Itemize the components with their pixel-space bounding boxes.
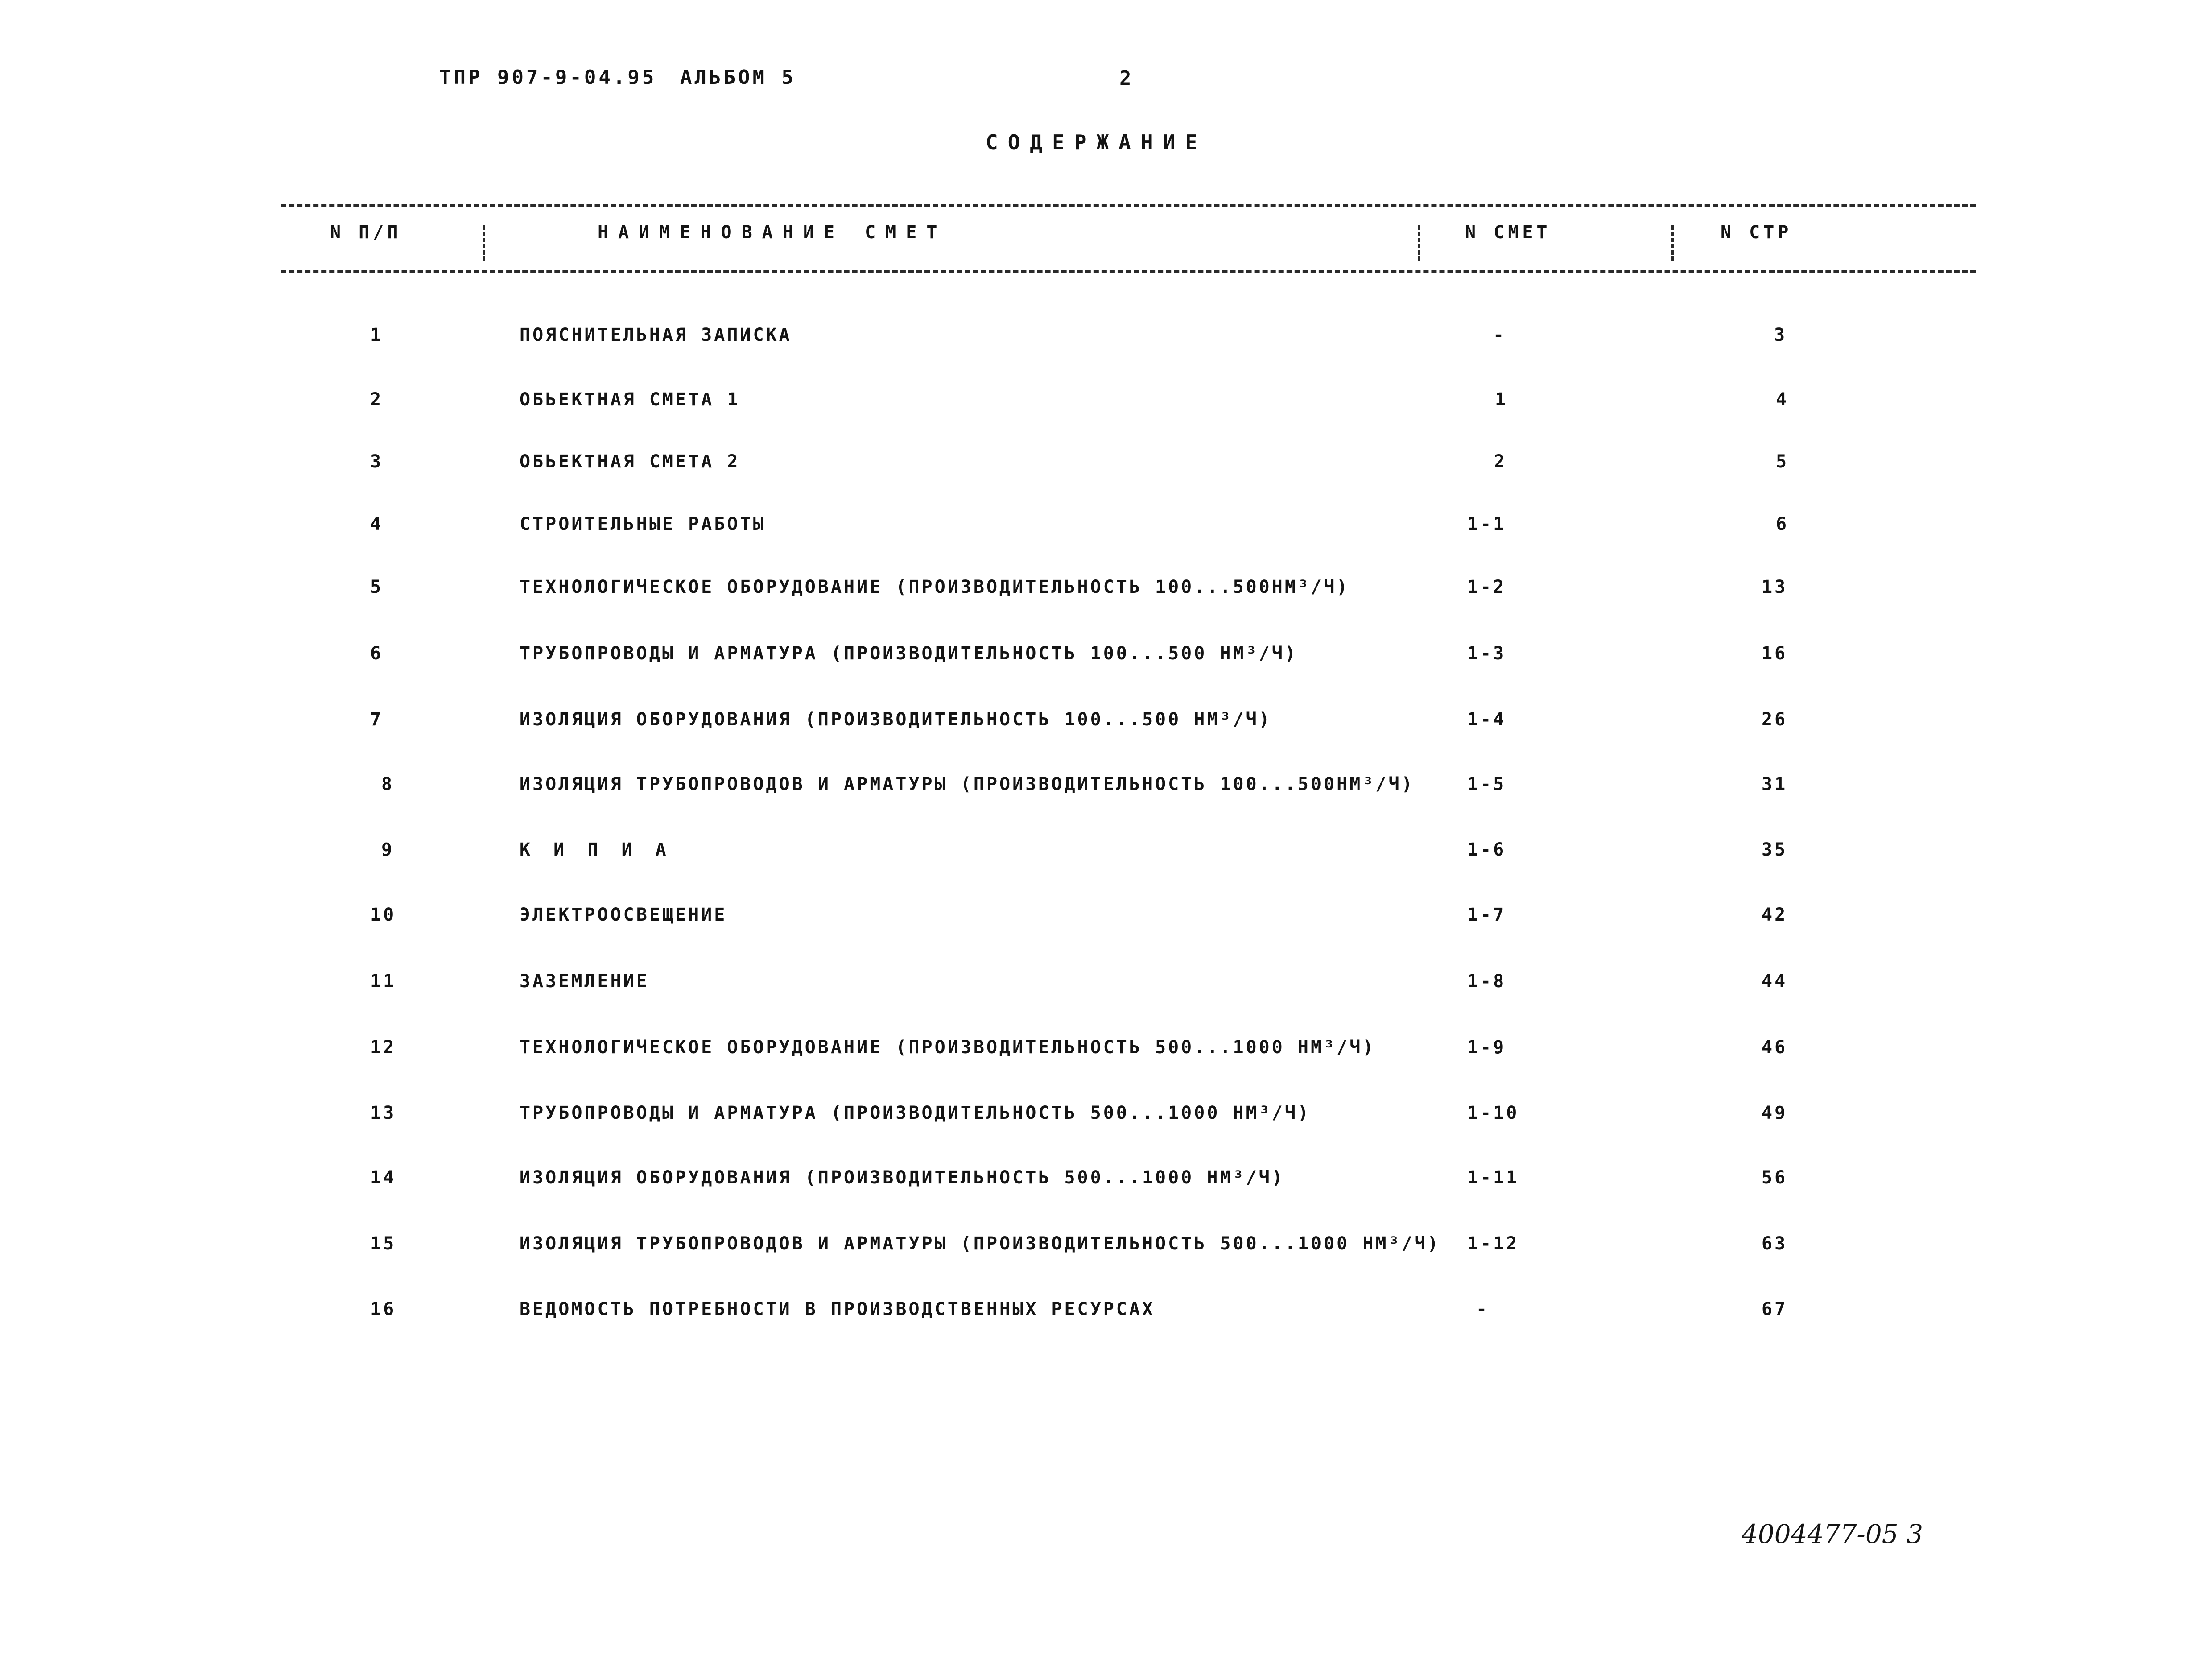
table-row: [0, 514, 2212, 541]
table-header-rule: [281, 270, 1976, 273]
row-page: 5: [1776, 451, 1789, 472]
row-name: ТЕХНОЛОГИЧЕСКОЕ ОБОРУДОВАНИЕ (ПРОИЗВОДИТЕЛЬНОСТЬ 500...1000 НМ³/Ч): [520, 1037, 1376, 1058]
row-name: ТЕХНОЛОГИЧЕСКОЕ ОБОРУДОВАНИЕ (ПРОИЗВОДИТЕЛЬНОСТЬ 100...500НМ³/Ч): [520, 577, 1350, 597]
row-page: 63: [1762, 1233, 1788, 1254]
row-page: 67: [1762, 1299, 1788, 1320]
table-row: [0, 643, 2212, 670]
row-estimate-code: 1-12: [1467, 1233, 1519, 1254]
row-estimate-code: 1-3: [1467, 643, 1506, 664]
row-estimate-code: 1-4: [1467, 709, 1506, 730]
row-name: ОБЬЕКТНАЯ СМЕТА 1: [520, 389, 740, 410]
table-row: [0, 971, 2212, 998]
row-page: 4: [1776, 389, 1789, 410]
row-number: 10: [370, 905, 396, 925]
table-row: [0, 840, 2212, 866]
table-row: [0, 325, 2212, 352]
row-estimate-code: 1-5: [1467, 774, 1506, 794]
row-number: 14: [370, 1167, 396, 1188]
document-code: ТПР 907-9-04.95: [439, 66, 657, 89]
table-row: [0, 451, 2212, 478]
row-name: К И П И А: [520, 840, 673, 860]
table-row: [0, 1037, 2212, 1064]
table-row: [0, 577, 2212, 604]
table-row: [0, 389, 2212, 416]
row-page: 26: [1762, 709, 1788, 730]
row-name: СТРОИТЕЛЬНЫЕ РАБОТЫ: [520, 514, 766, 534]
row-name: ОБЬЕКТНАЯ СМЕТА 2: [520, 451, 740, 472]
row-estimate-code: 2: [1494, 451, 1507, 472]
row-page: 46: [1762, 1037, 1788, 1058]
row-name: ТРУБОПРОВОДЫ И АРМАТУРА (ПРОИЗВОДИТЕЛЬНОСТЬ 500...1000 НМ³/Ч): [520, 1103, 1311, 1123]
table-row: [0, 1103, 2212, 1129]
row-estimate-code: 1-9: [1467, 1037, 1506, 1058]
album-label: АЛЬБОМ 5: [680, 66, 796, 89]
row-number: 13: [370, 1103, 396, 1123]
row-number: 2: [370, 389, 384, 410]
column-header-code: N СМЕТ: [1465, 222, 1551, 243]
row-estimate-code: 1-7: [1467, 905, 1506, 925]
row-estimate-code: 1-8: [1467, 971, 1506, 992]
row-number: 6: [370, 643, 384, 664]
row-page: 44: [1762, 971, 1788, 992]
table-row: [0, 709, 2212, 736]
column-separator: [483, 225, 485, 261]
row-number: 4: [370, 514, 384, 534]
row-estimate-code: 1-6: [1467, 840, 1506, 860]
row-number: 12: [370, 1037, 396, 1058]
row-page: 56: [1762, 1167, 1788, 1188]
row-number: 9: [381, 840, 395, 860]
row-name: ТРУБОПРОВОДЫ И АРМАТУРА (ПРОИЗВОДИТЕЛЬНОСТЬ 100...500 НМ³/Ч): [520, 643, 1298, 664]
page-title: СОДЕРЖАНИЕ: [986, 130, 1207, 154]
row-page: 3: [1774, 325, 1787, 345]
row-estimate-code: -: [1493, 325, 1506, 345]
row-page: 42: [1762, 905, 1788, 925]
row-page: 6: [1776, 514, 1789, 534]
row-estimate-code: 1-11: [1467, 1167, 1519, 1188]
column-separator: [1671, 225, 1674, 261]
row-page: 16: [1762, 643, 1788, 664]
row-name: ИЗОЛЯЦИЯ ТРУБОПРОВОДОВ И АРМАТУРЫ (ПРОИЗВОДИТЕЛЬНОСТЬ 500...1000 НМ³/Ч): [520, 1233, 1440, 1254]
handwritten-archive-note: 4004477-05 3: [1742, 1519, 1923, 1549]
row-estimate-code: 1-1: [1467, 514, 1506, 534]
row-name: ВЕДОМОСТЬ ПОТРЕБНОСТИ В ПРОИЗВОДСТВЕННЫХ РЕСУРСАХ: [520, 1299, 1156, 1320]
row-name: ЗАЗЕМЛЕНИЕ: [520, 971, 649, 992]
row-name: ИЗОЛЯЦИЯ ОБОРУДОВАНИЯ (ПРОИЗВОДИТЕЛЬНОСТЬ 100...500 НМ³/Ч): [520, 709, 1272, 730]
table-row: [0, 1299, 2212, 1326]
row-number: 7: [370, 709, 384, 730]
table-top-rule: [281, 204, 1976, 207]
row-estimate-code: -: [1476, 1299, 1490, 1320]
row-name: ЭЛЕКТРООСВЕЩЕНИЕ: [520, 905, 727, 925]
table-row: [0, 905, 2212, 931]
row-page: 13: [1762, 577, 1788, 597]
column-separator: [1418, 225, 1420, 261]
row-page: 35: [1762, 840, 1788, 860]
table-row: [0, 1167, 2212, 1194]
row-name: ПОЯСНИТЕЛЬНАЯ ЗАПИСКА: [520, 325, 792, 345]
row-number: 8: [381, 774, 395, 794]
row-number: 11: [370, 971, 396, 992]
row-page: 31: [1762, 774, 1788, 794]
row-number: 3: [370, 451, 384, 472]
row-number: 1: [370, 325, 384, 345]
page-number: 2: [1119, 67, 1134, 90]
row-number: 15: [370, 1233, 396, 1254]
table-row: [0, 1233, 2212, 1260]
column-header-name: НАИМЕНОВАНИЕ СМЕТ: [598, 222, 947, 243]
column-header-page: N СТР: [1721, 222, 1792, 243]
row-page: 49: [1762, 1103, 1788, 1123]
row-estimate-code: 1-10: [1467, 1103, 1519, 1123]
row-name: ИЗОЛЯЦИЯ ОБОРУДОВАНИЯ (ПРОИЗВОДИТЕЛЬНОСТЬ 500...1000 НМ³/Ч): [520, 1167, 1285, 1188]
row-estimate-code: 1-2: [1467, 577, 1506, 597]
column-header-num: N П/П: [330, 222, 402, 243]
row-name: ИЗОЛЯЦИЯ ТРУБОПРОВОДОВ И АРМАТУРЫ (ПРОИЗВОДИТЕЛЬНОСТЬ 100...500НМ³/Ч): [520, 774, 1415, 794]
row-number: 5: [370, 577, 384, 597]
row-number: 16: [370, 1299, 396, 1320]
row-estimate-code: 1: [1495, 389, 1508, 410]
table-row: [0, 774, 2212, 801]
